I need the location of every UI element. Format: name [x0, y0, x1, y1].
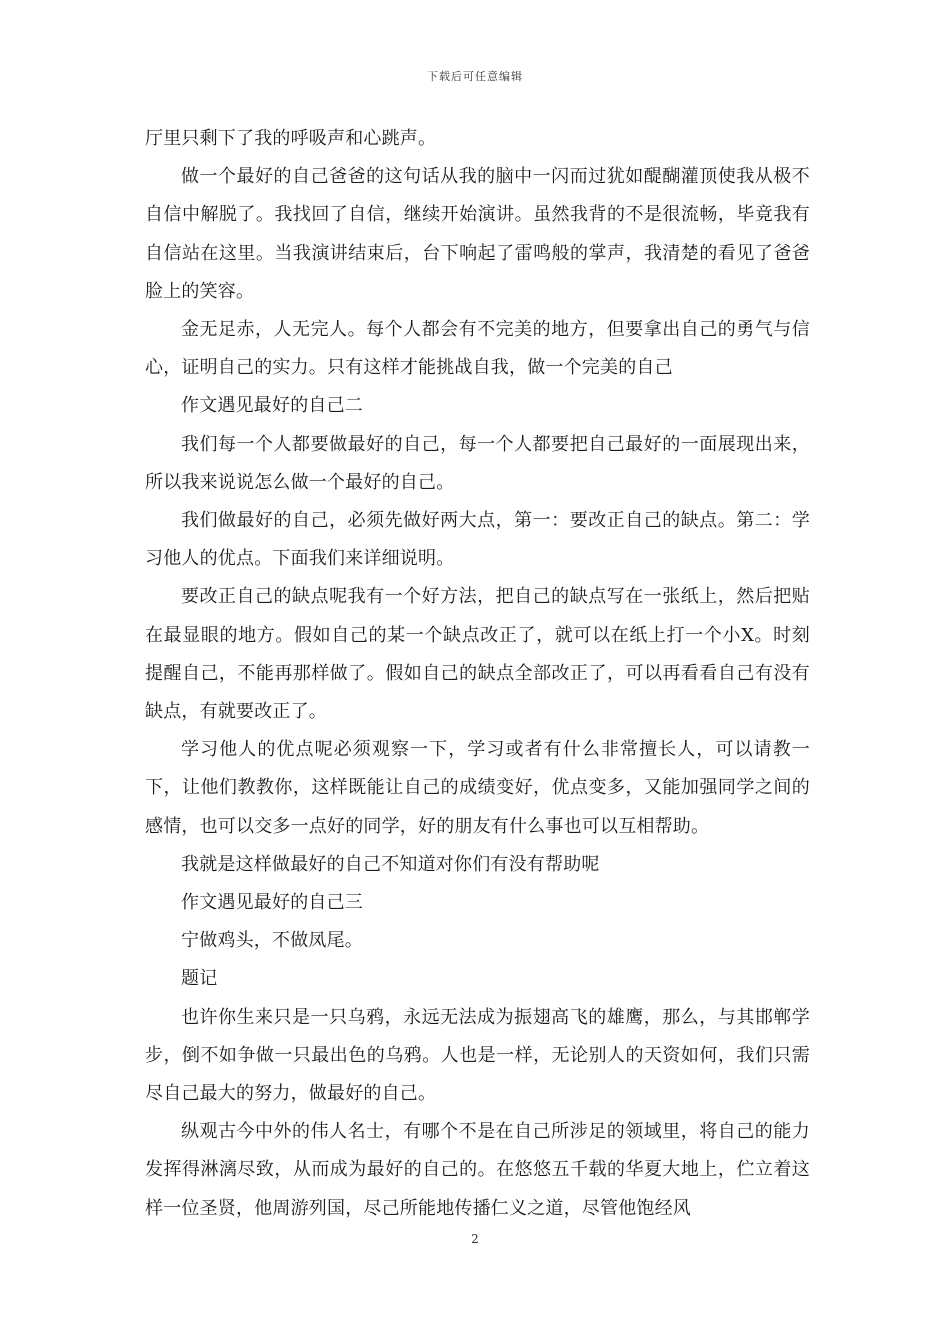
paragraph: 我就是这样做最好的自己不知道对你们有没有帮助呢: [181, 853, 600, 875]
document-body: [145, 120, 810, 1228]
paragraph: 厅里只剩下了我的呼吸声和心跳声。: [145, 128, 437, 149]
page-number: 2: [471, 1232, 479, 1246]
page-header: 下载后可任意编辑: [427, 70, 523, 83]
epigraph-label: 题记: [181, 968, 218, 990]
paragraph: 金无足赤，人无完人。每个人都会有不完美的地方，但要拿出自己的勇气与信心，证明自己的实力。只有这样才能挑战自我，做一个完美的自己: [145, 319, 810, 379]
paragraph: 也许你生来只是一只乌鸦，永远无法成为振翅高飞的雄鹰，那么，与其邯郸学步，倒不如争做一只最出色的乌鸦。人也是一样，无论别人的天资如何，我们只需尽自己最大的努力，做最好的自己。: [145, 1006, 810, 1105]
epigraph: 宁做鸡头，不做凤尾。: [181, 930, 363, 952]
paragraph: 做一个最好的自己爸爸的这句话从我的脑中一闪而过犹如醍醐灌顶使我从极不自信中解脱了。我找回了自信，继续开始演讲。虽然我背的不是很流畅，毕竟我有自信站在这里。当我演讲结束后，台下响起了雷鸣般的掌声，我清楚的看见了爸爸脸上的笑容。: [145, 166, 810, 302]
paragraph: 学习他人的优点呢必须观察一下，学习或者有什么非常擅长人，可以请教一下，让他们教教你，这样既能让自己的成绩变好，优点变多，又能加强同学之间的感情，也可以交多一点好的同学，好的朋友有什么事也可以互相帮助。: [145, 739, 810, 837]
section-heading: 作文遇见最好的自己二: [181, 395, 363, 417]
section-heading: 作文遇见最好的自己三: [181, 892, 363, 914]
paragraph: 我们每一个人都要做最好的自己，每一个人都要把自己最好的一面展现出来，所以我来说说怎么做一个最好的自己。: [145, 433, 810, 493]
paragraph: 要改正自己的缺点呢我有一个好方法，把自己的缺点写在一张纸上，然后把贴在最显眼的地方。假如自己的某一个缺点改正了，就可以在纸上打一个小X。时刻提醒自己，不能再那样做了。假如自己的缺点全部改正了，可以再看看自己有没有缺点，有就要改正了。: [145, 586, 810, 723]
paragraph: 纵观古今中外的伟人名士，有哪个不是在自己所涉足的领域里，将自己的能力发挥得淋漓尽致，从而成为最好的自己的。在悠悠五千载的华夏大地上，伫立着这样一位圣贤，他周游列国，尽己所能地传播仁义之道，尽管他饱经风: [145, 1121, 810, 1219]
paragraph: 我们做最好的自己，必须先做好两大点，第一：要改正自己的缺点。第二：学习他人的优点。下面我们来详细说明。: [145, 510, 810, 570]
